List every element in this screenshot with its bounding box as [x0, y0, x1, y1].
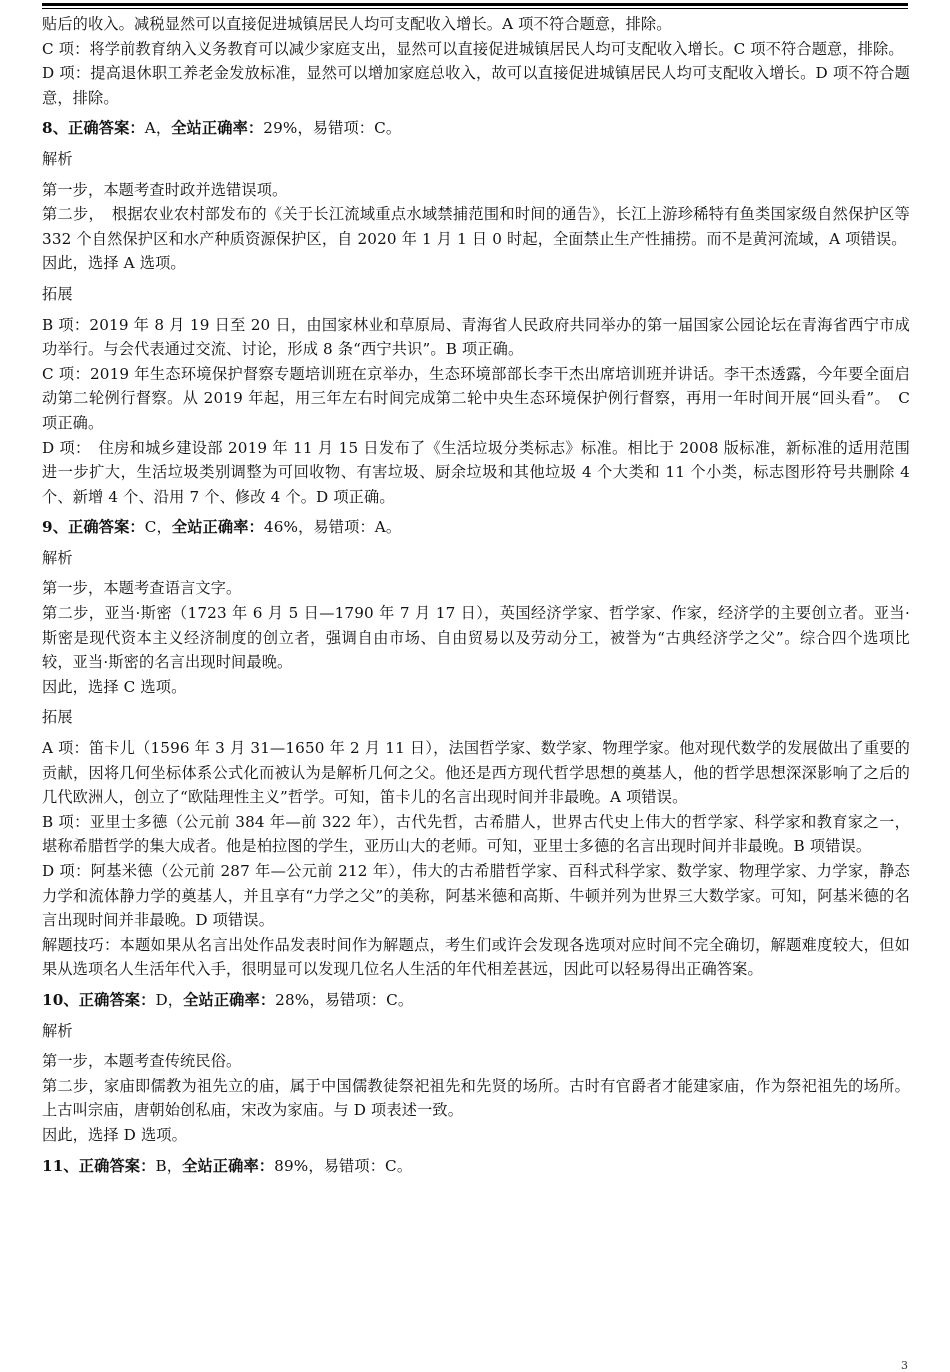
- page-number: 3: [901, 1359, 908, 1372]
- q11-rate-label: 全站正确率：: [182, 1156, 275, 1175]
- q10-analysis-heading: 解析: [42, 1021, 73, 1040]
- q8-analysis-step1: 第一步，本题考查时政并选错误项。: [42, 180, 288, 199]
- q9-extend-heading: 拓展: [42, 708, 73, 727]
- document-page: [42, 12, 910, 1178]
- q8-extend-c: C 项：2019 年生态环境保护督察专题培训班在京举办，生态环境部部长李干杰出席培训班并讲话。李干杰透露，今年要全面启动第二轮例行督察。从 2019 年起，用三年左右时间完成第二轮中央生态环境保护例行督察，再用一年时间开展“回头看”。 C 项正确。: [42, 364, 910, 432]
- q9-analysis-step1: 第一步，本题考查语言文字。: [42, 579, 242, 598]
- q8-extend-heading: 拓展: [42, 284, 73, 303]
- q7-option-c: C 项：将学前教育纳入义务教育可以减少家庭支出，显然可以直接促进城镇居民人均可支配收入增长。C 项不符合题意，排除。: [42, 39, 904, 58]
- q9-solving-tip: 解题技巧：本题如果从名言出处作品发表时间作为解题点，考生们或许会发现各选项对应时间不完全确切，解题难度较大，但如果从选项名人生活年代入手，很明显可以发现几位名人生活的年代相差甚远，因此可以轻易得出正确答案。: [42, 935, 910, 979]
- q10-conclusion: 因此，选择 D 选项。: [42, 1125, 187, 1144]
- q8-rate-label: 全站正确率：: [171, 119, 264, 138]
- q10-analysis-step2: 第二步，家庙即儒教为祖先立的庙，属于中国儒教徒祭祀祖先和先贤的场所。古时有官爵者才能建家庙，作为祭祀祖先的场所。上古叫宗庙，唐朝始创私庙，宋改为家庙。与 D 项表述一致。: [42, 1076, 910, 1120]
- q9-extend-d: D 项：阿基米德（公元前 287 年—公元前 212 年），伟大的古希腊哲学家、百科式科学家、数学家、物理学家、力学家，静态力学和流体静力学的奠基人，并且享有“力学之父”的美称，阿基米德和高斯、牛顿并列为世界三大数学家。可知，阿基米德的名言出现时间并非最晚。D 项错误。: [42, 862, 910, 930]
- q9-extend-b: B 项：亚里士多德（公元前 384 年—前 322 年），古代先哲，古希腊人，世界古代史上伟大的哲学家、科学家和教育家之一，堪称希腊哲学的集大成者。他是柏拉图的学生，亚历山大的老师。可知，亚里士多德的名言出现时间并非最晚。B 项错误。: [42, 812, 910, 856]
- q8-analysis-heading: 解析: [42, 149, 73, 168]
- q11-number-label: 11、正确答案：: [42, 1156, 156, 1175]
- q10-answer: D，: [155, 990, 184, 1009]
- header-rule: [42, 3, 908, 6]
- q8-rate: 29%，易错项：C。: [263, 119, 402, 138]
- q11-answer-line: [42, 1154, 910, 1179]
- q7-option-d: D 项：提高退休职工养老金发放标准，显然可以增加家庭总收入，故可以直接促进城镇居民人均可支配收入增长。D 项不符合题意，排除。: [42, 64, 910, 107]
- q10-answer-line: [42, 988, 910, 1013]
- q9-number-label: 9、正确答案：: [42, 518, 145, 537]
- q8-extend-d: D 项： 住房和城乡建设部 2019 年 11 月 15 日发布了《生活垃圾分类标志》标准。相比于 2008 版标准，新标准的适用范围进一步扩大，生活垃圾类别调整为可回收物、有害垃圾、厨余垃圾和其他垃圾 4 个大类和 11 个小类，标志图形符号共删除 4 个、新增 4 个、沿用 7 个、修改 4 个。D 项正确。: [42, 438, 910, 506]
- q9-rate: 46%，易错项：A。: [263, 518, 402, 537]
- q7-text-line: 贴后的收入。减税显然可以直接促进城镇居民人均可支配收入增长。A 项不符合题意，排除。: [42, 15, 672, 33]
- q9-answer-line: [42, 515, 910, 540]
- q10-rate: 28%，易错项：C。: [275, 990, 414, 1009]
- q9-answer: C，: [144, 518, 172, 537]
- q10-rate-label: 全站正确率：: [183, 990, 276, 1009]
- q8-conclusion: 因此，选择 A 选项。: [42, 254, 186, 273]
- q9-analysis-step2: 第二步，亚当·斯密（1723 年 6 月 5 日—1790 年 7 月 17 日），英国经济学家、哲学家、作家，经济学的主要创立者。亚当·斯密是现代资本主义经济制度的创立者，强调自由市场、自由贸易以及劳动分工，被誉为“古典经济学之父”。综合四个选项比较，亚当·斯密的名言出现时间最晚。: [42, 604, 910, 672]
- q10-number-label: 10、正确答案：: [42, 990, 156, 1009]
- q8-answer-line: [42, 116, 910, 141]
- q9-rate-label: 全站正确率：: [171, 518, 264, 537]
- q11-rate: 89%，易错项：C。: [274, 1156, 413, 1175]
- q10-analysis-step1: 第一步，本题考查传统民俗。: [42, 1052, 242, 1071]
- q11-answer: B，: [155, 1156, 183, 1175]
- q8-analysis-step2: 第二步， 根据农业农村部发布的《关于长江流域重点水域禁捕范围和时间的通告》，长江上游珍稀特有鱼类国家级自然保护区等 332 个自然保护区和水产种质资源保护区，自 2020 年 1 月 1 日 0 时起，全面禁止生产性捕捞。而不是黄河流域，A 项错误。: [42, 205, 910, 248]
- q8-answer: A，: [144, 119, 172, 138]
- q8-extend-b: B 项：2019 年 8 月 19 日至 20 日，由国家林业和草原局、青海省人民政府共同举办的第一届国家公园论坛在青海省西宁市成功举行。与会代表通过交流、讨论，形成 8 条“西宁共识”。B 项正确。: [42, 315, 910, 359]
- q9-conclusion: 因此，选择 C 选项。: [42, 677, 187, 696]
- q8-number-label: 8、正确答案：: [42, 119, 145, 138]
- q9-extend-a: A 项：笛卡儿（1596 年 3 月 31—1650 年 2 月 11 日），法国哲学家、数学家、物理学家。他对现代数学的发展做出了重要的贡献，因将几何坐标体系公式化而被认为是解析几何之父。他还是西方现代哲学思想的奠基人，他的哲学思想深深影响了之后的几代欧洲人，创立了“欧陆理性主义”哲学。可知，笛卡儿的名言出现时间并非最晚。A 项错误。: [42, 739, 910, 807]
- q9-analysis-heading: 解析: [42, 548, 73, 567]
